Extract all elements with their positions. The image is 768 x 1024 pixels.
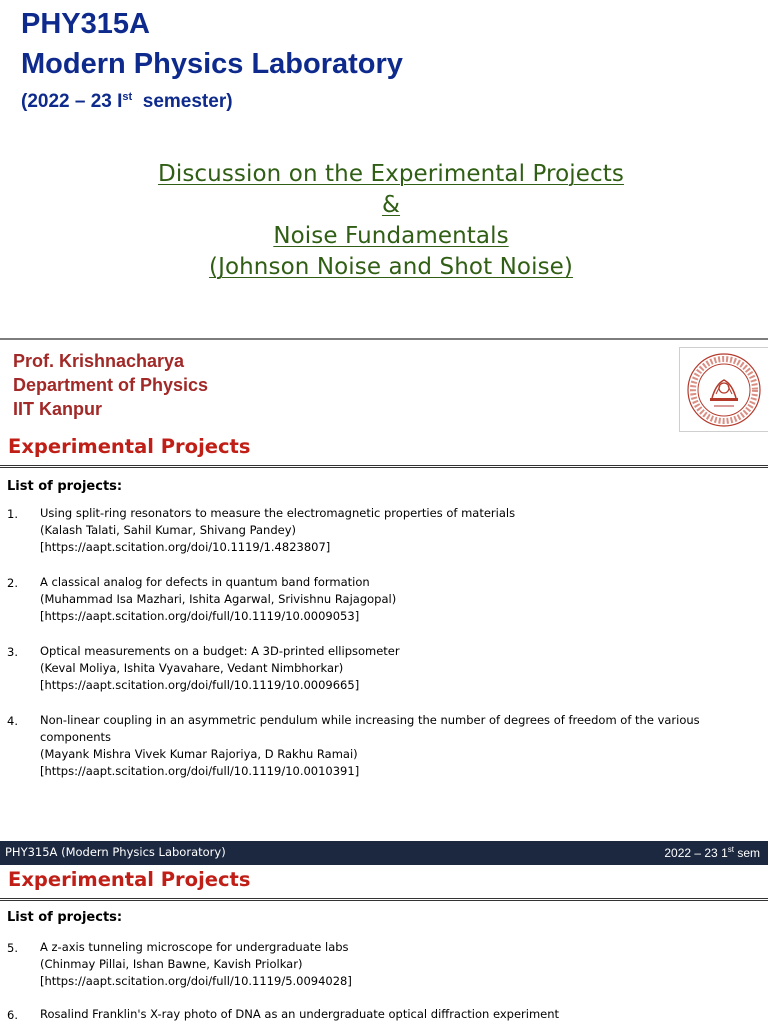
project-link: [https://aapt.scitation.org/doi/full/10.1119/5.0094028]: [40, 974, 352, 988]
footer-semester-sup: st: [727, 845, 734, 854]
discussion-line-2: &: [381, 192, 401, 218]
project-link: [https://aapt.scitation.org/doi/full/10.1119/10.0010391]: [40, 764, 360, 778]
list-heading: List of projects:: [7, 479, 123, 494]
section-title: Experimental Projects: [8, 435, 251, 458]
list-item-number: 1.: [7, 507, 18, 521]
semester-prefix: (2022 – 23 I: [21, 91, 123, 112]
project-authors: (Kalash Talati, Sahil Kumar, Shivang Pandey): [40, 523, 297, 537]
footer-semester-prefix: 2022 – 23 1: [664, 846, 728, 860]
project-title: Using split-ring resonators to measure the electromagnetic properties of materials: [40, 506, 516, 520]
project-title: Optical measurements on a budget: A 3D-printed ellipsometer: [40, 644, 400, 658]
semester-label: [21, 91, 233, 113]
project-authors: (Muhammad Isa Mazhari, Ishita Agarwal, Srivishnu Rajagopal): [40, 592, 397, 606]
project-authors: (Keval Moliya, Ishita Vyavahare, Vedant Nimbhorkar): [40, 661, 344, 675]
list-item-number: 5.: [7, 941, 18, 955]
list-item-number: 3.: [7, 645, 18, 659]
title-underline: [0, 465, 768, 468]
department-name: Department of Physics: [13, 375, 209, 395]
professor-name: Prof. Krishnacharya: [13, 351, 185, 371]
semester-sup: st: [122, 91, 133, 103]
discussion-line-3: Noise Fundamentals: [273, 223, 509, 249]
project-authors: (Mayank Mishra Vivek Kumar Rajoriya, D Rakhu Ramai): [40, 747, 358, 761]
course-code: PHY315A: [21, 8, 150, 40]
slide-divider: [0, 338, 768, 340]
section-title: Experimental Projects: [8, 868, 251, 891]
list-item-number: 6.: [7, 1008, 18, 1022]
project-link: [https://aapt.scitation.org/doi/full/10.1119/10.0009053]: [40, 609, 360, 623]
discussion-line-4: (Johnson Noise and Shot Noise): [209, 254, 573, 280]
footer-course: PHY315A (Modern Physics Laboratory): [5, 845, 226, 859]
course-name: Modern Physics Laboratory: [21, 48, 403, 80]
project-title-continued: components: [40, 730, 112, 744]
iit-kanpur-seal-icon: [680, 348, 768, 432]
semester-suffix: semester): [132, 91, 233, 112]
institute-logo: [679, 347, 768, 432]
list-heading: List of projects:: [7, 910, 123, 925]
footer-semester: [664, 845, 760, 860]
project-title: Non-linear coupling in an asymmetric pendulum while increasing the number of degrees of freedom of the various: [40, 713, 700, 727]
project-authors: (Chinmay Pillai, Ishan Bawne, Kavish Priolkar): [40, 957, 303, 971]
footer-semester-suffix: sem: [733, 846, 760, 860]
project-title: Rosalind Franklin's X-ray photo of DNA as an undergraduate optical diffraction experiment: [40, 1007, 560, 1021]
project-title: A classical analog for defects in quantum band formation: [40, 575, 370, 589]
project-link: [https://aapt.scitation.org/doi/full/10.1119/10.0009665]: [40, 678, 360, 692]
project-title: A z-axis tunneling microscope for undergraduate labs: [40, 940, 349, 954]
title-underline: [0, 898, 768, 901]
slide-footer: [0, 841, 768, 865]
institute-name: IIT Kanpur: [13, 399, 102, 419]
discussion-line-1: Discussion on the Experimental Projects: [158, 161, 624, 187]
project-link: [https://aapt.scitation.org/doi/10.1119/1.4823807]: [40, 540, 331, 554]
list-item-number: 2.: [7, 576, 18, 590]
list-item-number: 4.: [7, 714, 18, 728]
